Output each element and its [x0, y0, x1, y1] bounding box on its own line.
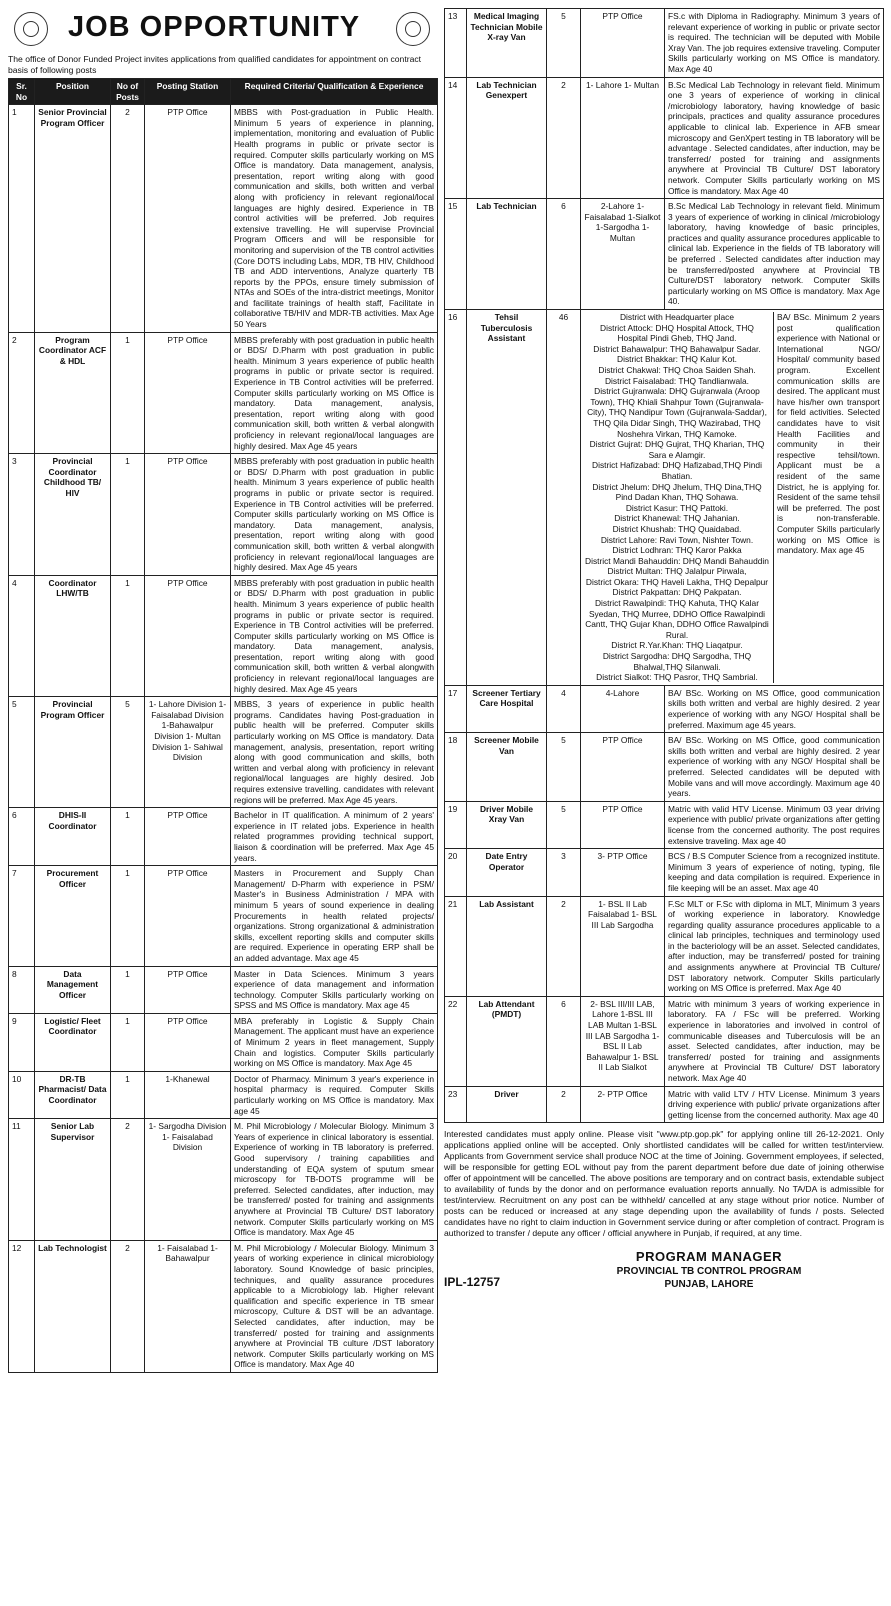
row-sr: 20	[445, 849, 467, 896]
row-criteria: BA/ BSc. Working on MS Office, good communication skills both written and verbal are highly desired. 2 year experience of working with any NGO/ Hospital shall be preferred. Selected candidates will be deputed with Mobile vans and will move accordingly. Maximum age 40 years.	[665, 733, 884, 802]
row-posts: 1	[111, 575, 145, 697]
row-position: Driver	[467, 1086, 547, 1123]
table-row	[445, 199, 884, 310]
row-station: PTP Office	[581, 9, 665, 78]
table-row	[9, 1071, 438, 1118]
row-sr: 14	[445, 77, 467, 199]
row-position: Lab Assistant	[467, 896, 547, 996]
table-row	[445, 685, 884, 732]
row-sr: 17	[445, 685, 467, 732]
district-item: District Khanewal: THQ Jahanian.	[614, 513, 740, 524]
row-posts: 1	[111, 454, 145, 576]
right-column	[444, 8, 884, 1309]
row-station: PTP Office	[581, 733, 665, 802]
header	[8, 8, 438, 52]
district-item: District Hafizabad: DHQ Hafizabad,THQ Pindi Bhatian.	[592, 460, 762, 481]
row-sr: 8	[9, 966, 35, 1013]
row-position: Logistic/ Fleet Coordinator	[35, 1013, 111, 1071]
district-item: District Lodhran: THQ Karor Pakka	[612, 545, 742, 556]
row-position: Driver Mobile Xray Van	[467, 801, 547, 848]
row-station: PTP Office	[145, 454, 231, 576]
row-station: PTP Office	[145, 332, 231, 454]
row-station: 2-Lahore 1-Faisalabad 1-Sialkot 1-Sargodha 1- Multan	[581, 199, 665, 310]
header-station: Posting Station	[145, 79, 231, 105]
row-criteria: MBBS with Post-graduation in Public Health. Minimum 5 years of experience in planning, implementation, monitoring and evaluation of Public Health programs in public or private sector is required. Computer skills particularly working on MS Office is mandatory. Data management, analysis, presentation, report writing along with good communication and skills, both written and verbal along with proficiency in relevant regional/local languages are highly desired. Experience in TB control activities will be preferred. Job requires extensive travelling. He will supervise Provincial Program Officers and will be responsible for monitoring and supervision of the TB control activities (Core DOTS including Labs, MDR, TB HIV, Childhood TB and ADD interventions, Analyze quarterly TB reports by the PPOs, ensure timely submission of NTAs and SOEs of the intra-district meetings, Monitor and facilitate trainings of health staff, Facilitate in collaborative TB/HIV and MDR-TB activities. Max Age 50 Years	[231, 105, 438, 332]
district-item: District Multan: THQ Jalalpur Pirwala,	[607, 566, 747, 577]
row-posts: 5	[547, 733, 581, 802]
row-posts: 5	[547, 801, 581, 848]
row-sr: 10	[9, 1071, 35, 1118]
district-item: District with Headquarter place	[619, 312, 735, 323]
row-position: Tehsil Tuberculosis Assistant	[467, 310, 547, 686]
table-row	[445, 849, 884, 896]
row-posts: 1	[111, 332, 145, 454]
row-posts: 2	[547, 1086, 581, 1123]
row-station: PTP Office	[145, 966, 231, 1013]
left-column	[8, 8, 438, 1373]
table-row	[9, 332, 438, 454]
row-posts: 1	[111, 866, 145, 966]
row-station: 1-Khanewal	[145, 1071, 231, 1118]
district-item: District Rawalpindi: THQ Kahuta, THQ Kalar Syedan, THQ Murree, DDHO Office Rawalpindi Cantt, THQ Gujar Khan, DDHO Office Rawalpindi Rural.	[585, 598, 769, 640]
row-sr: 19	[445, 801, 467, 848]
row-position: Lab Attendant (PMDT)	[467, 996, 547, 1086]
row-criteria: M. Phil Microbiology / Molecular Biology. Minimum 3 Years of experience in clinical laboratory is essential. Experience of working in TB laboratory is preferred. Good supervisory / training capabilities and understanding of EQA system of sputum smear microscopy for TB-DOTS programme will be preferred. Selected candidates, after induction, may be transferred/ posted for training and assignments anywhere at Provincial TB Culture/ DST laboratory network. Computer Skills particularly working on MS Office is mandatory. Max Age 45	[231, 1119, 438, 1241]
row-criteria: BCS / B.S Computer Science from a recognized institute. Minimum 3 years of experience of noting, typing, file keeping and data compilation is required. Experience in file keeping will be an asset. Max age 40	[665, 849, 884, 896]
pm-line-2: PUNJAB, LAHORE	[664, 1279, 754, 1291]
row-posts: 5	[111, 697, 145, 808]
row-posts: 2	[111, 1240, 145, 1372]
row-posts: 2	[547, 77, 581, 199]
table-header-row	[9, 79, 438, 105]
district-item: District Bahawalpur: THQ Bahawalpur Sadar.	[593, 343, 761, 354]
table-row	[9, 1013, 438, 1071]
row-criteria: MBA preferably in Logistic & Supply Chain Management. The applicant must have an experience of Minimum 2 years in fleet management, Supply Chain and logistics. Computer Skills particularly working on MS Office is mandatory. Max Age 45	[231, 1013, 438, 1071]
jobs-table-left	[8, 78, 438, 1373]
row-station: 4-Lahore	[581, 685, 665, 732]
row-sr: 13	[445, 9, 467, 78]
table-row	[9, 966, 438, 1013]
row-posts: 2	[111, 105, 145, 332]
row-posts: 1	[111, 966, 145, 1013]
row-position: Coordinator LHW/TB	[35, 575, 111, 697]
row-station: 1- Sargodha Division 1- Faisalabad Division	[145, 1119, 231, 1241]
row-sr: 2	[9, 332, 35, 454]
row-posts: 2	[111, 1119, 145, 1241]
table-row	[445, 310, 884, 686]
district-item: District Bhakkar: THQ Kalur Kot.	[617, 354, 737, 365]
pm-line-1: PROVINCIAL TB CONTROL PROGRAM	[616, 1266, 802, 1278]
row-position: Senior Provincial Program Officer	[35, 105, 111, 332]
row-criteria: Master in Data Sciences. Minimum 3 years experience of data management and information technology. Computer Skills particularly working on SPSS and MS Office is mandatory. Max age 45	[231, 966, 438, 1013]
row-criteria: Matric with valid LTV / HTV License. Minimum 3 years driving experience with public/ private organizations after getting license from the concerned authority. Max age 40	[665, 1086, 884, 1123]
header-posts: No of Posts	[111, 79, 145, 105]
table-row	[445, 733, 884, 802]
table-row	[9, 697, 438, 808]
district-item: District Kasur: THQ Pattoki.	[625, 502, 729, 513]
row-sr: 16	[445, 310, 467, 686]
row-criteria: Doctor of Pharmacy. Minimum 3 year's experience in hospital pharmacy is required. Computer Skills particularly working on MS Office is mandatory. Max age 45	[231, 1071, 438, 1118]
header-criteria: Required Criteria/ Qualification & Experience	[231, 79, 438, 105]
row-position: Procurement Officer	[35, 866, 111, 966]
table-row	[9, 105, 438, 332]
row-district-stations	[581, 310, 884, 686]
row-criteria: MBBS preferably with post graduation in public health or BDS/ D.Pharm with post graduation in public health. Minimum 3 years experience of public health programs in public or private sector is required. Experience in TB Control activities will be preferred. Computer skills particularly working on MS Office is mandatory. Data management, analysis, presentation, report writing along with good communication skill, both written & verbal alongwith proficiency in relevant regional/local languages are highly desired. Max Age 45 years	[231, 332, 438, 454]
header-position: Position	[35, 79, 111, 105]
row-criteria: F.Sc MLT or F.Sc with diploma in MLT, Minimum 3 years of working experience in laboratory. Knowledge regarding quality assurance procedures applicable to a clinical lab principles, techniques and terminology used in the bacteriology will be an asset. Selected candidates, after induction, may be transferred/ posted for training and assignments anywhere at Provincial TB Culture/ DST laboratory network. Computer Skills particularly working on MS Office is preferred. Max Age 40	[665, 896, 884, 996]
district-item: District Pakpattan: DHQ Pakpatan.	[612, 587, 742, 598]
row-sr: 5	[9, 697, 35, 808]
row-position: Lab Technologist	[35, 1240, 111, 1372]
row-sr: 23	[445, 1086, 467, 1123]
row-position: DR-TB Pharmacist/ Data Coordinator	[35, 1071, 111, 1118]
district-item: District R.Yar.Khan: THQ Liaqatpur.	[611, 640, 743, 651]
row-criteria: BA/ BSc. Minimum 2 years post qualification experience with National or International NGO/ Hospital/ community based program. Excellent communication skills are desired. The applicant must have his/her own transport for field activities. Selected candidates have to visit Health Facilities and community in their respective tehsil/town. Applicant must be a resident of the same District, he is applying for. Resident of the same tehsil will be preferred. The post is non-transferable. Computer Skills particularly working on MS Office is mandatory. Max age 45	[773, 312, 880, 683]
row-criteria: FS.c with Diploma in Radiography. Minimum 3 years of relevant experience of working in public or private sector is required. The technician will be deputed with Mobile Xray Van. The job requires extensive traveling. Computer Skills particularly working on MS Office is mandatory. Max Age 40	[665, 9, 884, 78]
district-item: District Chakwal: THQ Choa Saiden Shah.	[598, 365, 756, 375]
table-row	[9, 575, 438, 697]
table-row	[9, 1240, 438, 1372]
row-station: PTP Office	[581, 801, 665, 848]
district-item: District Jhelum: DHQ Jhelum, THQ Dina,THQ Pind Dadan Khan, THQ Sohawa.	[592, 481, 762, 503]
row-criteria: MBBS, 3 years of experience in public health programs. Candidates having Post-graduation in public health will be preferred. Computer skills particularly working on MS Office is mandatory. Data management, analysis, presentation, report writing along with good communication and skills, both written and verbal along with proficiency in relevant regional/local languages are highly desired. Job requires extensive travelling. candidates with relevant regions will be preferred. Max Age 45 years.	[231, 697, 438, 808]
table-row	[445, 801, 884, 848]
row-position: Program Coordinator ACF & HDL	[35, 332, 111, 454]
row-criteria: Masters in Procurement and Supply Chan Management/ D-Pharm with experience in PSM/ Master's in Business Administration / MPA with minimum 5 years of sound experience in dealing Procurements in health related projects/ organizations. Strong organizational & administration skills, excellent reporting skills and computer skills are required. Experience in operating ERP shall be an added advantage. Max age 45	[231, 866, 438, 966]
reference-number: IPL-12757	[444, 1275, 501, 1290]
table-row	[445, 77, 884, 199]
table-row	[9, 454, 438, 576]
row-posts: 1	[111, 1071, 145, 1118]
program-logo-icon	[396, 12, 430, 46]
row-sr: 11	[9, 1119, 35, 1241]
row-station: 2- PTP Office	[581, 1086, 665, 1123]
application-instructions: Interested candidates must apply online. Please visit "www.ptp.gop.pk" for applying online till 26-12-2021. Only applications applied online will be accepted. Only shortlisted candidates will be called for written test/interview. Applicants from Government service shall produce NOC at the time of Joining. Government employees, if selected, will be responsible for getting EOL without pay from the parent department before due date of joining otherwise offer of appointment will be cancelled. The above positions are temporary and on contract basis, extendable subject to availability of funds by the donor and on performance evaluation reports annually. No TA/DA is admissible for test/interview. Recruitment on any post can be withheld/ cancelled at any stage without prior notice. Number of posts can be reduced or increased at any stage depending upon the availability of funds / posts. Selected candidates have no right to claim induction in Government service during or after completion of contract. Program is authorized to transfer / depute any officer / official anywhere in Punjab, if required, at any time.	[444, 1129, 884, 1239]
row-position: Senior Lab Supervisor	[35, 1119, 111, 1241]
row-station: 1- Lahore 1- Multan	[581, 77, 665, 199]
district-item: District Gujrat: DHQ Gujrat, THQ Kharian, THQ Sara e Alamgir.	[589, 439, 765, 460]
program-manager	[534, 1249, 884, 1290]
row-posts: 1	[111, 1013, 145, 1071]
district-item: District Mandi Bahauddin: DHQ Mandi Bahauddin	[585, 555, 769, 566]
row-station: 1- Faisalabad 1- Bahawalpur	[145, 1240, 231, 1372]
row-posts: 1	[111, 808, 145, 866]
row-sr: 1	[9, 105, 35, 332]
row-posts: 2	[547, 896, 581, 996]
table-row	[9, 866, 438, 966]
row-posts: 5	[547, 9, 581, 78]
row-position: Data Management Officer	[35, 966, 111, 1013]
row-position: Provincial Coordinator Childhood TB/ HIV	[35, 454, 111, 576]
pm-title: PROGRAM MANAGER	[635, 1249, 783, 1265]
row-sr: 4	[9, 575, 35, 697]
district-list	[584, 312, 770, 683]
row-sr: 21	[445, 896, 467, 996]
row-position: Lab Technician Genexpert	[467, 77, 547, 199]
intro-text: The office of Donor Funded Project invites applications from qualified candidates for appointment on contract basis of following posts	[8, 54, 422, 75]
jobs-table-right-body	[445, 9, 884, 1123]
row-position: Lab Technician	[467, 199, 547, 310]
row-posts: 6	[547, 199, 581, 310]
row-posts: 6	[547, 996, 581, 1086]
signature-block	[444, 1249, 884, 1309]
row-position: Medical Imaging Technician Mobile X-ray Van	[467, 9, 547, 78]
page-title: JOB OPPORTUNITY	[68, 11, 361, 43]
row-position: Screener Tertiary Care Hospital	[467, 685, 547, 732]
table-row	[445, 896, 884, 996]
district-item: District Sargodha: DHQ Sargodha, THQ Bhalwal,THQ Silanwali.	[602, 651, 752, 672]
district-item: District Lahore: Ravi Town, Nishter Town.	[600, 534, 754, 545]
row-sr: 18	[445, 733, 467, 802]
row-posts: 3	[547, 849, 581, 896]
row-sr: 12	[9, 1240, 35, 1372]
district-item: District Sialkot: THQ Pasror, THQ Sambrial.	[596, 672, 758, 683]
row-sr: 15	[445, 199, 467, 310]
table-row	[445, 996, 884, 1086]
table-row	[9, 808, 438, 866]
row-sr: 7	[9, 866, 35, 966]
row-station: PTP Office	[145, 575, 231, 697]
row-sr: 9	[9, 1013, 35, 1071]
row-sr: 3	[9, 454, 35, 576]
row-position: Provincial Program Officer	[35, 697, 111, 808]
row-position: Date Entry Operator	[467, 849, 547, 896]
row-criteria: MBBS preferably with post graduation in public health or BDS/ D.Pharm with post graduation in public health. Minimum 3 years experience of public health programs in public or private sector is required. Experience in TB Control activities will be preferred. Computer skills particularly working on MS Office is mandatory. Data management, analysis, presentation, report writing along with good communication skill, both written & verbal alongwith proficiency in relevant regional/local languages are highly desired. Max Age 45 years	[231, 454, 438, 576]
row-criteria: Bachelor in IT qualification. A minimum of 2 years' experience in IT related jobs. Experience in health related programmes providing technical support, liaison & coordination will be preferred. Max Age 45 years.	[231, 808, 438, 866]
row-criteria: B.Sc Medical Lab Technology in relevant field. Minimum 3 years of experience of working in clinical /microbiology laboratory, having knowledge of basic principles, practices and quality assurance procedures applicable to clinical lab. Experience in the fields of TB laboratory will be preferred . Selected candidates after induction may be transferred/posted anywhere at Provincial TB Culture/DST laboratory network. Computer Skills particularly working on MS Office is mandatory. Max Age 40.	[665, 199, 884, 310]
row-station: PTP Office	[145, 1013, 231, 1071]
jobs-table-left-body	[9, 105, 438, 1373]
row-station: 1- BSL II Lab Faisalabad 1- BSL III Lab Sargodha	[581, 896, 665, 996]
row-sr: 6	[9, 808, 35, 866]
row-criteria: M. Phil Microbiology / Molecular Biology. Minimum 3 years of working experience in clinical microbiology laboratory. Sound Knowledge of basic principles, techniques, and quality assurance procedures applicable to a Microbiology lab. Higher relevant qualification and specific experience in TB smear microscopy, Culture & DST will be an advantage. Selected candidates, after induction, may be transferred/ posted for training and assignments anywhere at Provincial TB culture /DST laboratory network. Computer Skills particularly working on MS Office is mandatory. Max Age 40	[231, 1240, 438, 1372]
row-posts: 46	[547, 310, 581, 686]
header-sr: Sr. No	[9, 79, 35, 105]
district-item: District Attock: DHQ Hospital Attock, THQ Hospital Pindi Gheb, THQ Jand.	[600, 322, 754, 344]
district-item: District Okara: THQ Haveli Lakha, THQ Depalpur	[585, 576, 769, 587]
district-item: District Faisalabad: THQ Tandlianwala.	[605, 375, 749, 386]
jobs-table-right	[444, 8, 884, 1123]
table-row	[445, 1086, 884, 1123]
row-station: PTP Office	[145, 808, 231, 866]
table-row	[445, 9, 884, 78]
row-station: PTP Office	[145, 866, 231, 966]
row-position: DHIS-II Coordinator	[35, 808, 111, 866]
district-item: District Khushab: THQ Quaidabad.	[612, 523, 742, 534]
row-sr: 22	[445, 996, 467, 1086]
row-criteria: MBBS preferably with post graduation in public health or BDS/ D.Pharm with post graduation in public health. Minimum 3 years experience of public health programs in public or private sector is required. Experience in TB Control activities will be preferred. Computer skills particularly working on MS Office is mandatory. Data management, analysis, presentation, report writing along with good communication skill, both written & verbal alongwith proficiency in relevant regional/local languages are highly desired. Max Age 45 years	[231, 575, 438, 697]
row-posts: 4	[547, 685, 581, 732]
row-criteria: Matric with minimum 3 years of working experience in laboratory. FA / FSc will be preferred. Working experience in laboratories and involved in control of communicable diseases and Tuberculosis will be an asset. Selected candidates, after induction, may be transferred/ posted for training and assignments anywhere at Provincial TB Culture/ DST laboratory network. Max Age 40	[665, 996, 884, 1086]
row-criteria: B.Sc Medical Lab Technology in relevant field. Minimum one 3 years of experience of working in clinical /microbiology laboratory, having knowledge of basic principals, practices and quality assurance procedures applicable to clinical lab. Experience in AFB smear microscopy and GenXpert testing in TB laboratory will be advantage . Selected candidates, after induction, may be transferred/ posted for training and assignments anywhere at Provincial TB Culture/ DST laboratory network. Computer Skills particularly working on MS Office is mandatory. Max Age 40	[665, 77, 884, 199]
row-station: 3- PTP Office	[581, 849, 665, 896]
district-item: District Gujranwala: DHQ Gujranwala (Aroop Town), THQ Khiali Shahpur Town (Gujranwala-City), THQ Nandipur Town (Gujranwala-Saddar), THQ Qila Didar Singh, THQ Wazirabad, THQ Noshehra Virkan, THQ Kamoke.	[587, 386, 767, 439]
government-emblem-icon	[14, 12, 48, 46]
row-station: PTP Office	[145, 105, 231, 332]
row-station: 1- Lahore Division 1- Faisalabad Division 1-Bahawalpur Division 1- Multan Division 1- Sahiwal Division	[145, 697, 231, 808]
row-criteria: Matric with valid HTV License. Minimum 03 year driving experience with public/ private organizations after getting license from the concerned authority. The post requires extensive traveling. Max age 40	[665, 801, 884, 848]
table-row	[9, 1119, 438, 1241]
row-station: 2- BSL III/III LAB, Lahore 1-BSL III LAB Multan 1-BSL III LAB Sargodha 1- BSL II Lab Bahawalpur 1- BSL II Lab Sialkot	[581, 996, 665, 1086]
row-position: Screener Mobile Van	[467, 733, 547, 802]
row-criteria: BA/ BSc. Working on MS Office, good communication skills both written and verbal are highly desired. 2 year experience of working with any NGO/ Hospital shall be preferred. Maximum age 45 years.	[665, 685, 884, 732]
